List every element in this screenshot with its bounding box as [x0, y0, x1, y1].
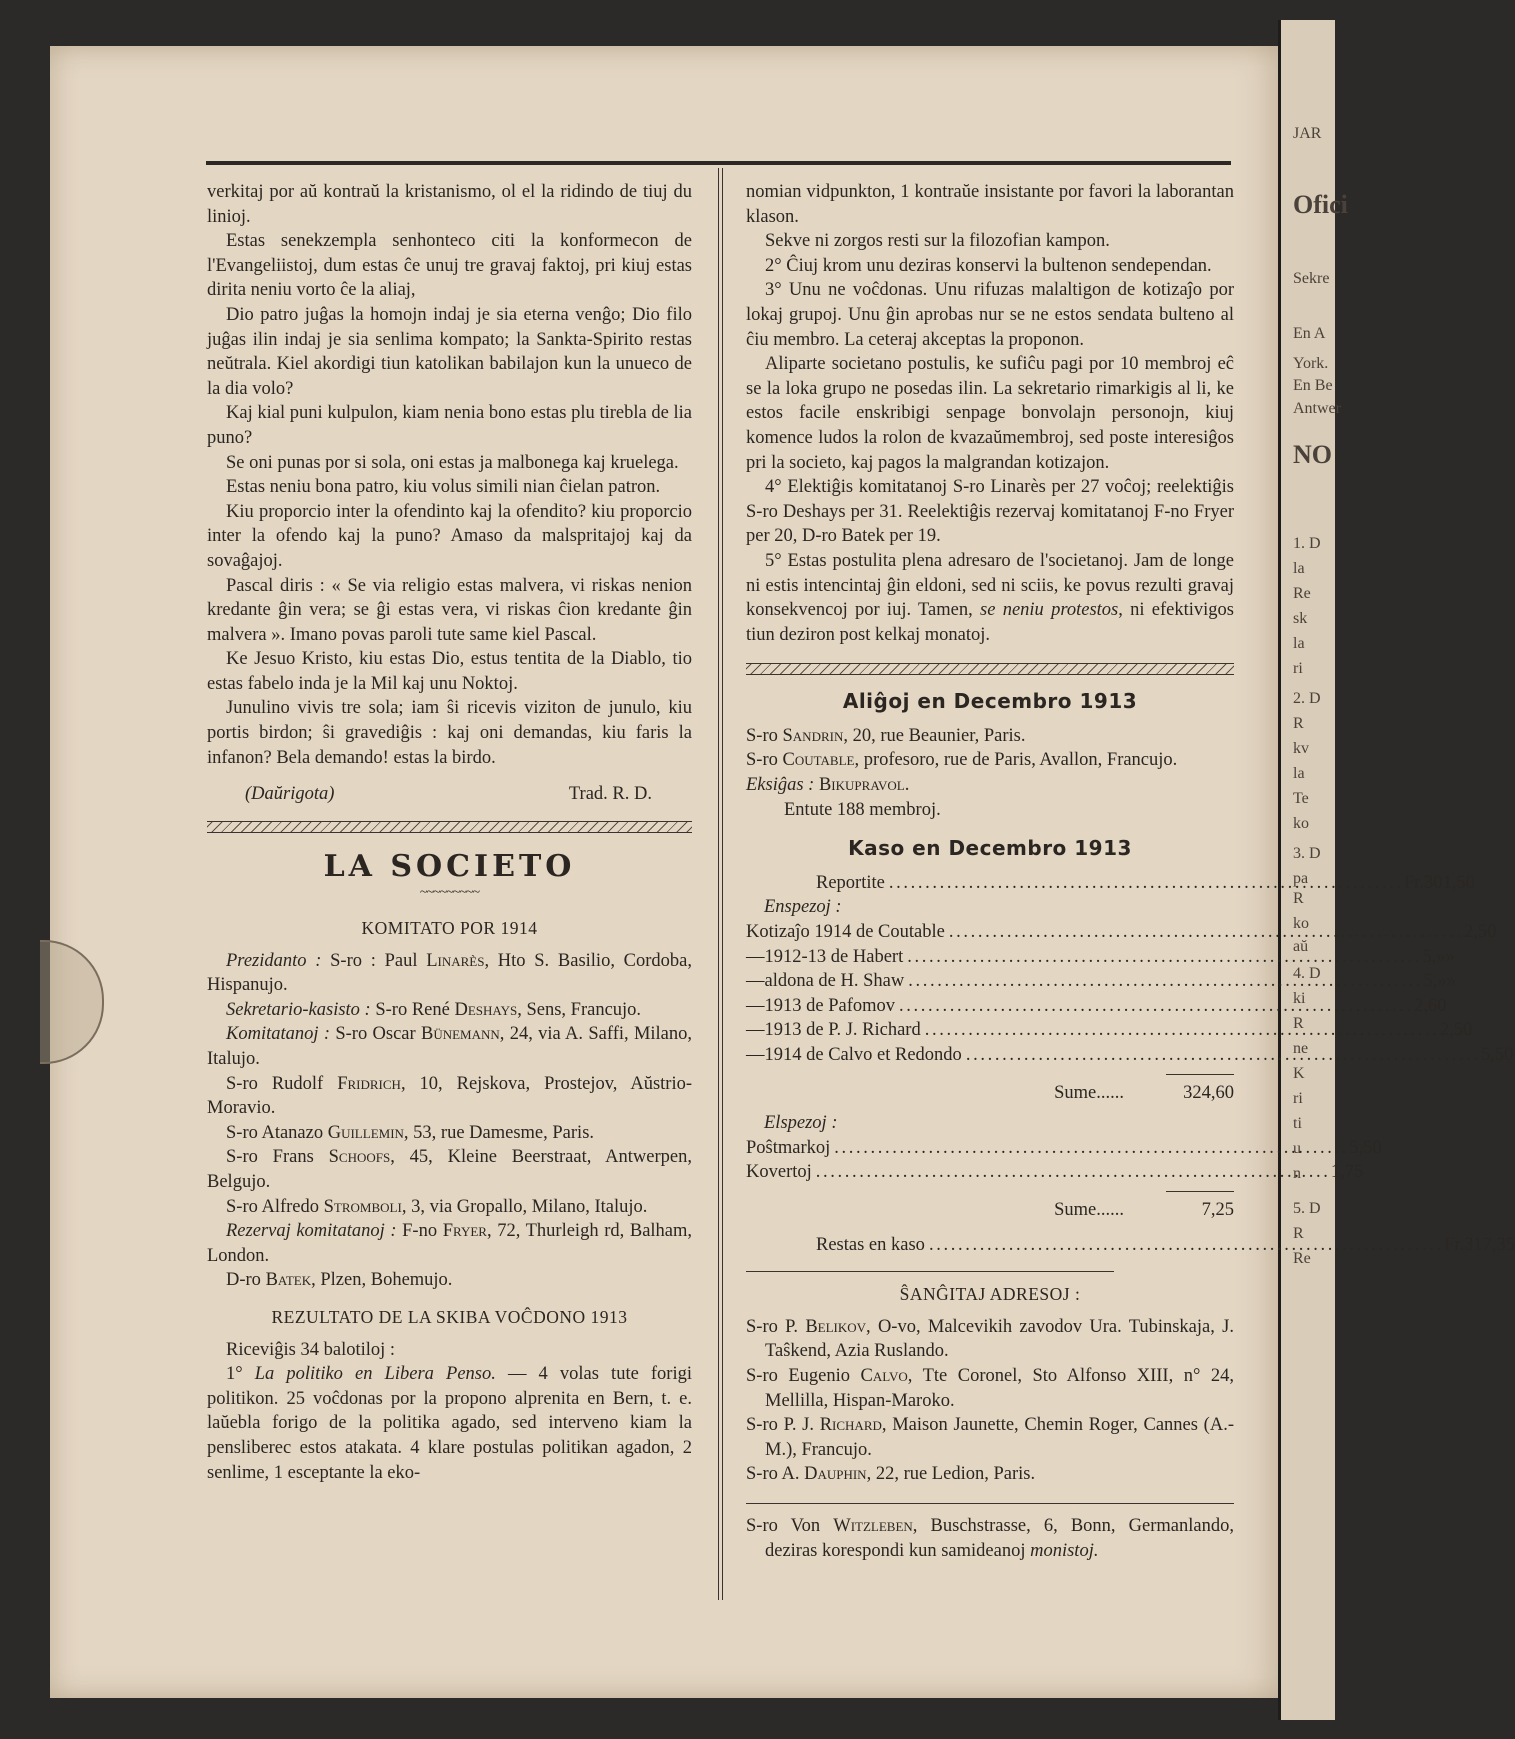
- paragraph: Sekve ni zorgos resti sur la filozofian kampon.: [765, 231, 1110, 252]
- rule: [746, 1503, 1234, 1504]
- paragraph: 2° Ĉiuj krom unu deziras konservi la bultenon sendependan.: [765, 255, 1212, 276]
- sum-rule: [1166, 1191, 1234, 1192]
- paragraph: verkitaj por aŭ kontraŭ la kristanismo, ol el la ridindo de tiuj du linioj.: [207, 182, 692, 227]
- vote-paragraph: 1° La politiko en Libera Penso. — 4 volas tute forigi politikon. 25 voĉdonas por la propono alprenita en Bern, t. e. laŭebla forigo de la politika agado, sed interveno kiam la pensliberec estos atakata. 4 klare postulas politikan agadon, 2 senlime, 1 esceptante la eko-: [207, 1364, 692, 1483]
- member-total: Entute 188 membroj.: [784, 799, 941, 820]
- expense-row: Poŝtmarkoj . . . 5,50: [746, 1136, 1234, 1161]
- wavy-divider: [207, 821, 692, 833]
- committee-member: D-ro Batek, Plzen, Bohemujo.: [226, 1270, 453, 1291]
- signature-line: [207, 782, 692, 807]
- edge-fragment: 1. D: [1293, 535, 1321, 552]
- edge-fragment: En A: [1293, 325, 1326, 342]
- edge-fragment: R: [1293, 890, 1304, 907]
- address-entry: S-ro Eugenio Calvo, Tte Coronel, Sto Alfonso XIII, n° 24, Mellilla, Hispan-Maroko.: [746, 1365, 1234, 1411]
- income-row: — 1914 de Calvo et Redondo . . . 5,50: [746, 1043, 1234, 1068]
- paragraph: 3° Unu ne voĉdonas. Unu rifuzas malaltigon de kotizaĵo por lokaj grupoj. Unu ĝin aprobas nur se ne estos sendata bulteno al ĉiu membro. La ceteraj akceptas la proponon.: [746, 280, 1234, 350]
- edge-fragment: JAR: [1293, 125, 1322, 142]
- paragraph: Junulino vivis tre sola; iam ŝi ricevis viziton de junulo, kiu portis birdon; ŝi gravediĝis : kaj oni demandas, kiu faris la infanon? Bela demando! estas la birdo.: [207, 698, 692, 768]
- edge-fragment: 5. D: [1293, 1200, 1321, 1217]
- edge-fragment: sk: [1293, 610, 1308, 627]
- expense-list: [746, 1136, 1382, 1185]
- sum-row: Sume...... 324,60: [1054, 1082, 1234, 1103]
- adresoj-title: ŜANĜITAJ ADRESOJ :: [899, 1284, 1081, 1305]
- committee-member: Prezidanto : S-ro : Paul Linarès, Hto S. Basilio, Cordoba, Hispanujo.: [207, 950, 693, 996]
- committee-member: S-ro Frans Schoofs, 45, Kleine Beerstraat, Antwerpen, Belgujo.: [207, 1147, 692, 1192]
- edge-fragment: ri: [1293, 1090, 1303, 1107]
- edge-fragment: 2. D: [1293, 690, 1321, 707]
- income-row: Kotizaĵo 1914 de Coutable . . . 2,50: [746, 920, 1234, 945]
- paragraph: 4° Elektiĝis komitatanoj S-ro Linarès per 27 voĉoj; reelektiĝis S-ro Deshays per 31. Reelektiĝis rezervaj komitatanoj F-no Fryer per 20, D-ro Batek per 19.: [746, 477, 1234, 547]
- paragraph: Dio patro juĝas la homojn indaj je sia eterna venĝo; Dio filo juĝas ilin indaj je sia senlima kompato; la Sankta-Spirito restas neŭtrala. Kiel akordigi tiun katolikan babilajon kun la unueco de la dia volo?: [207, 304, 692, 399]
- paragraph: Kaj kial puni kulpulon, kiam nenia bono estas plu tirebla de lia puno?: [207, 403, 692, 448]
- income-row: — aldona de H. Shaw . . . 5,»»: [746, 969, 1234, 994]
- paragraph: nomian vidpunkton, 1 kontraŭe insistante por favori la laborantan klason.: [746, 182, 1234, 227]
- edge-fragment: la: [1293, 635, 1305, 652]
- edge-fragment: NO: [1293, 440, 1332, 469]
- edge-fragment: R: [1293, 715, 1304, 732]
- edge-fragment: 3. D: [1293, 845, 1321, 862]
- edge-fragment: ti: [1293, 1115, 1302, 1132]
- new-member: S-ro Sandrin, 20, rue Beaunier, Paris.: [746, 725, 1026, 746]
- committee-heading: KOMITATO POR 1914: [361, 918, 538, 939]
- new-member: S-ro Coutable, profesoro, rue de Paris, Avallon, Francujo.: [746, 750, 1178, 771]
- continued-note: (Daŭrigota): [245, 784, 335, 805]
- address-list: [746, 1315, 1234, 1487]
- edge-fragment: ki: [1293, 990, 1306, 1007]
- edge-fragment: la: [1293, 765, 1305, 782]
- edge-fragment: Te: [1293, 790, 1309, 807]
- rule: [746, 1271, 1114, 1272]
- edge-fragment: kv: [1293, 740, 1309, 757]
- edge-fragment: pa: [1293, 870, 1309, 887]
- committee-member: S-ro Alfredo Stromboli, 3, via Gropallo, Milano, Italujo.: [226, 1196, 648, 1217]
- edge-fragment: R: [1293, 1225, 1304, 1242]
- translator-credit: Trad. R. D.: [568, 784, 652, 805]
- address-entry: S-ro P. J. Richard, Maison Jaunette, Chemin Roger, Cannes (A.-M.), Francujo.: [746, 1415, 1234, 1460]
- edge-fragment: En Be: [1293, 377, 1333, 394]
- paragraph: Estas senekzempla senhonteco citi la konformecon de l'Evangeliistoj, dum estas ĉe unuj tre gravaj faktoj, pri kiuj estas dirita neniu vorto ĉe la aliaj,: [207, 231, 692, 301]
- left-column: [207, 180, 692, 1485]
- header-rule: [206, 161, 1231, 165]
- title-ornament: ~~~~~~~~~: [419, 885, 480, 901]
- alighoj-title: Aliĝoj en Decembro 1913: [842, 689, 1138, 714]
- vote-intro: Riceviĝis 34 balotiloj :: [226, 1339, 396, 1360]
- paragraph: Aliparte societano postulis, ke sufiĉu pagi por 10 membroj eĉ se la loka grupo ne posedas ilin. La sekretario rimarkigis al li, ke estos facile enskribigi senpage bonvolajn personojn, kiuj komence ludos la rolon de kvazaŭmembroj, sed poste interesiĝos pri la societo, kaj pagos la malgrandan kotizajon.: [746, 354, 1234, 473]
- reportite-row: Reportite . . . Fr. 301,50: [746, 871, 1234, 896]
- edge-fragment: York.: [1293, 355, 1329, 372]
- alighoj-list: [746, 724, 1234, 773]
- committee-member: Sekretario-kasisto : S-ro René Deshays, Sens, Francujo.: [226, 999, 642, 1020]
- committee-member: Rezervaj komitatanoj : F-no Fryer, 72, Thurleigh rd, Balham, London.: [207, 1221, 693, 1266]
- kaso-title: Kaso en Decembro 1913: [848, 836, 1132, 861]
- edge-fragment: R: [1293, 1015, 1304, 1032]
- income-row: — 1912-13 de Habert . . . 5,»»: [746, 945, 1234, 970]
- section-title: LA SOCIETO: [323, 848, 576, 884]
- paragraph: Estas neniu bona patro, kiu volus simili nian ĉielan patron.: [226, 477, 661, 498]
- income-row: — 1913 de P. J. Richard . . . 2,50: [746, 1018, 1234, 1043]
- sum-row: Sume...... 7,25: [1054, 1199, 1234, 1220]
- edge-fragment: ne: [1293, 1040, 1309, 1057]
- edge-fragment: Ofici: [1293, 190, 1348, 219]
- edge-fragment: ri: [1293, 660, 1303, 677]
- edge-fragment: Antwer: [1293, 400, 1341, 417]
- expense-row: Kovertoj . . . 1,75: [746, 1160, 1234, 1185]
- edge-fragment: K: [1293, 1065, 1305, 1082]
- address-entry: S-ro A. Dauphin, 22, rue Ledion, Paris.: [746, 1464, 1036, 1485]
- vote-heading: REZULTATO DE LA SKIBA VOĈDONO 1913: [271, 1306, 628, 1327]
- edge-fragment: n: [1293, 1165, 1301, 1182]
- committee-member: Komitatanoj : S-ro Oscar Bünemann, 24, via A. Saffi, Milano, Italujo.: [207, 1024, 693, 1069]
- income-row: — 1913 de Pafomov . . . 2,60: [746, 994, 1234, 1019]
- sum-rule: [1166, 1074, 1234, 1075]
- edge-fragment: u: [1293, 1140, 1301, 1157]
- edge-fragment: Re: [1293, 585, 1311, 602]
- correspondence-note: S-ro Von Witzleben, Buschstrasse, 6, Bonn, Germanlando, deziras korespondi kun samideanoj monistoj.: [746, 1515, 1234, 1561]
- edge-fragment: 4. D: [1293, 965, 1321, 982]
- edge-fragment: Sekre: [1293, 270, 1330, 287]
- committee-member: S-ro Rudolf Fridrich, 10, Rejskova, Prostejov, Aŭstrio-Moravio.: [207, 1073, 692, 1119]
- paragraph: 5° Estas postulita plena adresaro de l'societanoj. Jam de longe ni estis intencintaj ĝin eldoni, sed ni sciis, ke povus rezulti gravaj konsekvencoj por iuj. Tamen, se neniu protestos, ni efektivigos tiun deziron post kelkaj monatoj.: [746, 550, 1235, 645]
- edge-fragment: ko: [1293, 915, 1309, 932]
- committee-list: [207, 949, 692, 1293]
- balance-row: Restas en kaso . . . Fr. 317,35: [746, 1233, 1234, 1258]
- enspezoj-label: Enspezoj :: [764, 897, 842, 918]
- column-divider: [718, 168, 719, 1600]
- wavy-divider: [746, 663, 1234, 675]
- paragraph: Pascal diris : « Se via religio estas malvera, vi riskas nenion kredante ĝin vera; se ĝi estas vera, vi riskas ĉion kredante ĝin malvera ». Imano povas paroli tute same kiel Pascal.: [207, 575, 692, 645]
- paragraph: Kiu proporcio inter la ofendinto kaj la ofendito? kiu proporcio inter la ofendo kaj la puno? Amaso da malspritajoj kaj da sovaĝajoj.: [207, 501, 692, 571]
- edge-fragment: Re: [1293, 1250, 1311, 1267]
- edge-fragment: la: [1293, 560, 1305, 577]
- edge-fragment: aŭ: [1293, 938, 1309, 955]
- committee-member: S-ro Atanazo Guillemin, 53, rue Damesme, Paris.: [226, 1122, 595, 1143]
- edge-fragment: ko: [1293, 815, 1309, 832]
- paragraph: Ke Jesuo Kristo, kiu estas Dio, estus tentita de la Diablo, tio estas fabelo inda je la Mil kaj unu Noktoj.: [207, 649, 692, 694]
- eksighas-line: Eksiĝas : Bikupravol.: [746, 775, 910, 796]
- address-entry: S-ro P. Belikov, O-vo, Malcevikih zavodov Ura. Tubinskaja, J. Taŝkend, Azia Ruslando.: [746, 1316, 1234, 1362]
- elspezoj-label: Elspezoj :: [764, 1113, 838, 1134]
- paragraph: Se oni punas por si sola, oni estas ja malbonega kaj kruelega.: [226, 452, 679, 473]
